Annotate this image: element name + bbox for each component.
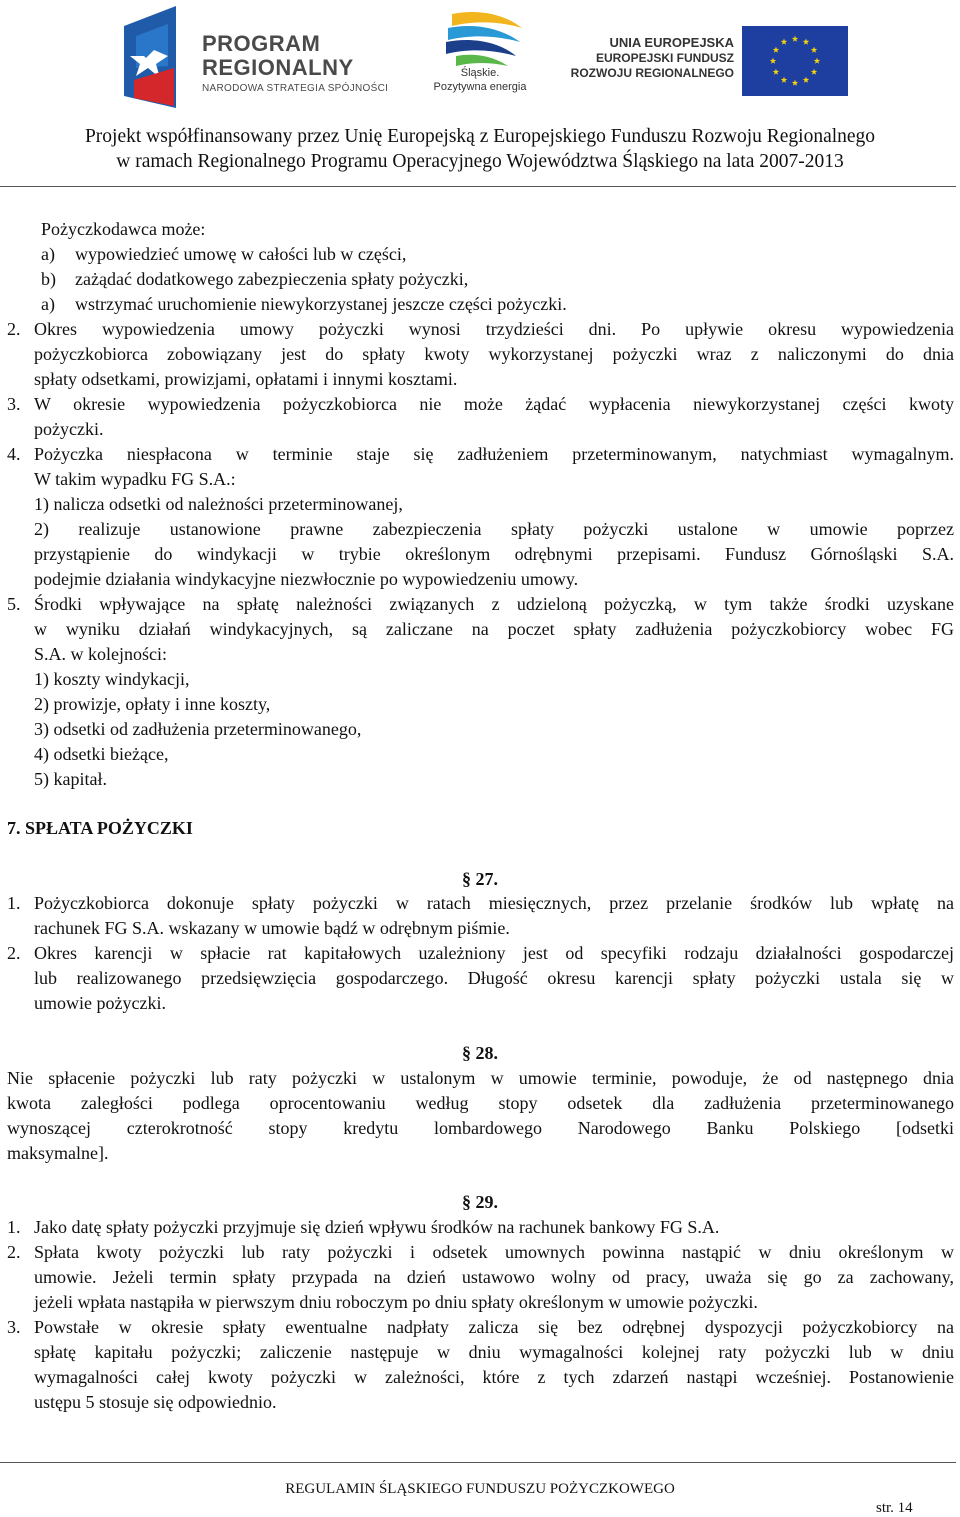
logo-slaskie-line2: Pozytywna energia	[433, 81, 527, 93]
section-title: 7. SPŁATA POŻYCZKI	[7, 818, 193, 838]
header-text	[0, 124, 960, 174]
paragraph-line: maksymalne].	[7, 1143, 109, 1163]
header-line1: Projekt współfinansowany przez Unię Europejską z Europejskiego Funduszu Rozwoju Regionalnego	[84, 126, 876, 147]
paragraph-number: 5.	[7, 594, 21, 614]
logo-ue-line1: UNIA EUROPEJSKA	[609, 35, 734, 50]
paragraph-line: Pożyczka niespłacona w terminie staje się zadłużeniem przeterminowanym, natychmiast wymagalnym.	[34, 444, 954, 464]
paragraph-line: W okresie wypowiedzenia pożyczkobiorca nie może żądać wypłacenia niewykorzystanej części kwoty	[34, 394, 954, 414]
paragraph-number: 2.	[7, 943, 21, 963]
eu-flag-icon	[742, 26, 848, 96]
paragraph-line: Środki wpływające na spłatę należności związanych z udzieloną pożyczką, w tym także środki uzyskane	[34, 594, 954, 614]
page-number: str. 14	[876, 1500, 913, 1516]
paragraph-line: 4) odsetki bieżące,	[34, 744, 169, 764]
paragraph-line: w wyniku działań windykacyjnych, są zaliczane na poczet spłaty zadłużenia pożyczkobiorcy wobec FG	[34, 619, 954, 639]
footer-divider	[0, 1462, 956, 1463]
paragraph-number: 2.	[7, 319, 21, 339]
paragraph-heading: § 29.	[462, 1192, 498, 1212]
logo-ue-line3: ROZWOJU REGIONALNEGO	[570, 66, 734, 80]
paragraph-line: spłatę kapitału pożyczki; zaliczenie następuje w dniu wymagalności kolejnej raty pożyczki lub w dniu	[34, 1342, 954, 1362]
paragraph-line: kwota zaległości podlega oprocentowaniu według stopy odsetek dla zadłużenia przeterminowanego	[7, 1093, 954, 1113]
paragraph-line: 5) kapitał.	[34, 769, 107, 789]
intro-text: Pożyczkodawca może:	[41, 219, 206, 239]
paragraph-number: 3.	[7, 394, 21, 414]
intro-item-marker: a)	[41, 294, 55, 314]
intro-item-marker: a)	[41, 244, 55, 264]
paragraph-line: umowie pożyczki.	[34, 993, 166, 1013]
paragraph-line: Nie spłacenie pożyczki lub raty pożyczki w ustalonym w umowie terminie, powoduje, że od następnego dnia	[7, 1068, 954, 1088]
paragraph-line: przystąpienie do windykacji w trybie określonym odrębnymi przepisami. Fundusz Górnośląski S.A.	[34, 544, 954, 564]
paragraph-line: pożyczkobiorca zobowiązany jest do spłaty kwoty wykorzystanej pożyczki wraz z naliczonymi do dnia	[34, 344, 954, 364]
header-line2: w ramach Regionalnego Programu Operacyjnego Województwa Śląskiego na lata 2007-2013	[116, 151, 844, 172]
paragraph-line: umowie. Jeżeli termin spłaty przypada na dzień ustawowo wolny od pracy, uważa się go za zachowany,	[34, 1267, 954, 1287]
paragraph-line: 3) odsetki od zadłużenia przeterminowanego,	[34, 719, 362, 739]
paragraph-line: 1) koszty windykacji,	[34, 669, 190, 689]
intro-item: zażądać dodatkowego zabezpieczenia spłaty pożyczki,	[75, 269, 469, 289]
paragraph-line: Jako datę spłaty pożyczki przyjmuje się dzień wpływu środków na rachunek bankowy FG S.A.	[34, 1217, 720, 1237]
logo-ue-line2: EUROPEJSKI FUNDUSZ	[595, 51, 734, 65]
paragraph-line: jeżeli wpłata nastąpiła w pierwszym dniu roboczym po dniu spłaty określonym w umowie pożyczki.	[34, 1292, 758, 1312]
paragraph-line: Okres karencji w spłacie rat kapitałowych uzależniony jest od specyfiki rodzaju działalności gospodarczej	[34, 943, 954, 963]
paragraph-line: Pożyczkobiorca dokonuje spłaty pożyczki w ratach miesięcznych, przez przelanie środków lub wpłatę na	[34, 893, 954, 913]
paragraph-line: rachunek FG S.A. wskazany w umowie bądź w odrębnym piśmie.	[34, 918, 510, 938]
logo-program-line3: NARODOWA STRATEGIA SPÓJNOŚCI	[202, 83, 389, 94]
logo-program-line2: REGIONALNY	[202, 55, 354, 80]
header-logos	[0, 0, 960, 118]
paragraph-line: S.A. w kolejności:	[34, 644, 167, 664]
paragraph-number: 1.	[7, 1217, 21, 1237]
intro-item: wypowiedzieć umowę w całości lub w części,	[75, 244, 407, 264]
paragraph-line: Okres wypowiedzenia umowy pożyczki wynosi trzydzieści dni. Po upływie okresu wypowiedzenia	[34, 319, 954, 339]
logo-program-line1: PROGRAM	[202, 31, 321, 56]
paragraph-line: Powstałe w okresie spłaty ewentualne nadpłaty zalicza się bez odrębnej dyspozycji pożyczkobiorcy na	[34, 1317, 954, 1337]
paragraph-line: lub realizowanego przedsięwzięcia gospodarczego. Długość okresu karencji spłaty pożyczki ustala się w	[34, 968, 954, 988]
slaskie-logo-text	[420, 66, 540, 94]
paragraph-line: Spłata kwoty pożyczki lub raty pożyczki i odsetek umownych powinna nastąpić w dniu określonym w	[34, 1242, 954, 1262]
paragraph-heading: § 27.	[462, 869, 498, 889]
logo-slaskie-line1: Śląskie.	[460, 67, 500, 79]
paragraph-line: wymagalności całej kwoty pożyczki w zależności, które z tych zdarzeń nastąpi wcześniej. Postanowienie	[34, 1367, 954, 1387]
paragraph-line: 2) realizuje ustanowione prawne zabezpieczenia spłaty pożyczki ustalone w umowie poprzez	[34, 519, 954, 539]
paragraph-line: pożyczki.	[34, 419, 104, 439]
paragraph-line: ustępu 5 stosuje się odpowiednio.	[34, 1392, 277, 1412]
paragraph-line: spłaty odsetkami, prowizjami, opłatami i innymi kosztami.	[34, 369, 458, 389]
paragraph-number: 3.	[7, 1317, 21, 1337]
intro-item-marker: b)	[41, 269, 56, 289]
program-regionalny-logo-text	[202, 32, 388, 96]
paragraph-line: 2) prowizje, opłaty i inne koszty,	[34, 694, 271, 714]
ue-logo-text	[556, 34, 734, 81]
paragraph-line: podejmie działania windykacyjne niezwłocznie po wypowiedzeniu umowy.	[34, 569, 579, 589]
paragraph-line: 1) nalicza odsetki od należności przeterminowanej,	[34, 494, 403, 514]
header-divider	[0, 186, 956, 187]
paragraph-number: 4.	[7, 444, 21, 464]
paragraph-number: 2.	[7, 1242, 21, 1262]
intro-item: wstrzymać uruchomienie niewykorzystanej jeszcze części pożyczki.	[75, 294, 567, 314]
footer-title: REGULAMIN ŚLĄSKIEGO FUNDUSZU POŻYCZKOWEGO	[285, 1481, 675, 1497]
paragraph-line: W takim wypadku FG S.A.:	[34, 469, 236, 489]
paragraph-number: 1.	[7, 893, 21, 913]
paragraph-line: wynoszącej czterokrotność stopy kredytu lombardowego Narodowego Banku Polskiego [odsetki	[7, 1118, 954, 1138]
paragraph-heading: § 28.	[462, 1043, 498, 1063]
